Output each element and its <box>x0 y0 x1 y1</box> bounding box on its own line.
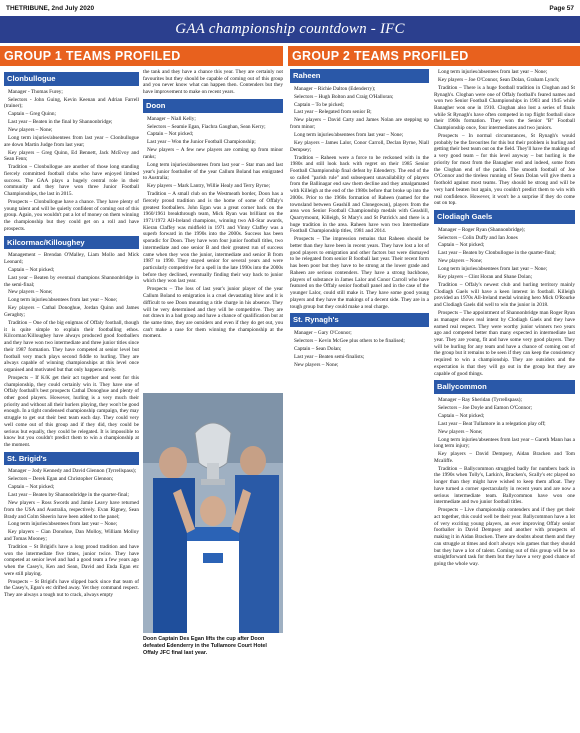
article-paragraph: Selectors – Joe Doyle and Eamon O'Connor; <box>438 404 532 411</box>
article-paragraph: Key players – Mark Lantry, Willie Healy and Terry Byrne; <box>147 183 271 190</box>
article-paragraph: Prospects – The loss of last year's junior player of the year Callum Boland to emigration is a cruel devastating blow and it is difficult to see Doon mounting a title charge in his absence. They will be very determined and they will be competitive. They are not drawn in a bad group and have a chance of qualification but at the same time, they are outsiders and even if they do get out, you can't make a case for them winning the championship at the moment. <box>143 286 283 340</box>
article-paragraph: Last year – Beaten semi-finalists; <box>294 353 365 360</box>
article-paragraph: Manager – Roger Ryan (Shannonbridge); <box>438 226 525 233</box>
article-paragraph: Manager – Ray Sheridan (Tyrrellspass); <box>438 396 522 403</box>
article-paragraph: New players – A few new players are coming up from minor ranks; <box>143 147 283 160</box>
article-paragraph: Captain – Greg Quinn; <box>8 111 56 118</box>
article-paragraph: Key players – Joe O'Connor, Sean Dolan, Graham Lynch; <box>438 76 560 83</box>
article-paragraph: Captain – To be picked; <box>294 101 344 108</box>
newspaper-dateline: THETRIBUNE, 2nd July 2020 <box>6 4 95 12</box>
club-heading: Raheen <box>290 69 429 83</box>
article-paragraph: Key players – Cian Donohue, Dan Molloy, William Molloy and Tomas Mooney; <box>4 529 139 543</box>
article-paragraph: New players – None; <box>438 428 483 435</box>
article-paragraph: Captain – Not picked; <box>8 266 55 273</box>
article-paragraph: Captain – Not picked; <box>438 242 485 249</box>
article-paragraph: Selectors – Derek Egan and Christopher Glennon; <box>8 476 114 483</box>
article-paragraph: Long term injuries/absentees from last year – None; <box>8 521 118 528</box>
article-paragraph: New players – None; <box>294 361 339 368</box>
article-paragraph: Captain – Not picked; <box>8 484 55 491</box>
article-paragraph: Manager – Richie Dalton (Edenderry); <box>294 85 376 92</box>
photo-block <box>143 393 283 657</box>
article-paragraph: Captain – Not picked; <box>438 412 485 419</box>
article-paragraph: Selectors – Kevin McGee plus others to be finalised; <box>294 337 405 344</box>
article-paragraph: Long term injuries/absentees from last year – None; <box>438 266 548 273</box>
group1-banner: GROUP 1 TEAMS PROFILED <box>0 46 283 66</box>
article-paragraph: Key players – James Lalor, Conor Carroll, Declan Byrne, Niall Dempsey; <box>290 139 429 153</box>
club-heading: St. Rynagh's <box>290 313 429 327</box>
page-number: Page 57 <box>549 4 574 12</box>
article-paragraph: Selectors - John Guing, Kevin Keenan and Adrian Farrell (trainer); <box>4 96 139 110</box>
article-paragraph: Manager – Niall Kelly; <box>147 115 196 122</box>
article-paragraph: Last year – Beaten by eventual champions Shannonbridge in the semi-final; <box>4 274 139 288</box>
article-paragraph: New players – None; <box>8 289 53 296</box>
article-paragraph: Prospects – St Brigid's have slipped back since that team of the Casey's, Egan's etc drifted away. Yet they command respect. They are always a tough nut to crack, always empty <box>4 578 139 599</box>
article-paragraph: Captain – Not picked; <box>147 131 194 138</box>
article-paragraph: Prospects – In normal circumstances, St Rynagh's would probably be the favourites for this but their problem is hurling and getting their best team out on the field. They'll have the makings of a very good team – for this level anyway – but hurling is the priority for most from the Banagher end and indeed, some from the Cloghan end of the parish. The smooth football of Joe O'Connor and the tireless running of Sean Dolan will give them a foothold against most teams. They should be strong and will be very hard beaten but again, you couldn't predict them to win with real confidence. However, it won't be a surprise if they do come out on top. <box>434 133 575 207</box>
article-column-2 <box>143 69 283 391</box>
article-paragraph: Prospects – The impression remains that Raheen should be better than they have been in recent years. They have lost a lot of good players to emigration and other factors but were dismayed to be relegated from senior B football last year. Their recent form has been poor but they have to be strong at the lower grade and Raheen are serious contenders. They have a strong backbone, players of substance in James Lalor and Conor Carroll who have featured on the Offaly senior football panel and in the case of the younger Lalor, could still make it. They have some good young players and they have the makings of a decent side. They are in a tough group but they could make a real charge. <box>290 236 429 310</box>
article-paragraph: Tradition – A small club on the Westmeath border, Doon has a fiercely proud tradition and is the home of some of Offaly's greatest footballers. John Egan was a great corner back on the 1960/1961 breakthrough team, Mick Ryan was brilliant on the 1971/1972 All-Ireland champions, winning two All-Star awards, Kieran Claffey was midfield in 1971 and Vinny Claffey was a superb forward in the 1990s into the 2000s. Success has been sporadic for Doon. They have won four junior football titles, two intermediate and one senior B and their greatest run of success came when they won the junior, intermediate and senior B from 1987 to 1990. They stayed senior for several years and were particularly competitive for a spell in the late 1990s into the 2000s before they declined, eventually finding their way back to junior which they won last year. <box>143 191 283 285</box>
article-paragraph: Tradition – Offaly's newest club and hurling territory mainly Clodiagh Gaels will have a keen interest in football. Killeigh provided an 1970s All-Ireland medal winning hero Mick O'Rourke and Clodiagh Gaels did well to win the junior in 2018. <box>434 282 575 309</box>
article-paragraph: Management – Brendan O'Malley, Liam Mollo and Mick Leonard; <box>4 252 139 266</box>
article-paragraph: Manager – Gary O'Connor; <box>294 329 352 336</box>
club-heading: Ballycommon <box>434 380 575 394</box>
article-paragraph: Tradition – St Brigid's have a long proud tradition and have won the intermediate five times, junior twice. They have competed at senior level and had a good team a few years ago when the Casey's, Ken and Sean, David and Enda Egan etc were still playing. <box>4 543 139 577</box>
article-paragraph: Last year – Beaten by Clonbullogue in the quarter-final; <box>438 250 556 257</box>
article-paragraph: Long term injuries/absentees from last year – None; <box>438 69 548 75</box>
article-paragraph: Manager - Thomas Furey; <box>8 88 63 95</box>
club-heading: Clonbullogue <box>4 72 139 86</box>
article-paragraph: Selectors – Hugh Bolton and Craig O'Halloran; <box>294 93 394 100</box>
article-paragraph: Last year – Relegated from senior B; <box>294 109 372 116</box>
article-column-3 <box>290 69 429 730</box>
section-title: GAA championship countdown - IFC <box>175 21 405 37</box>
club-heading: Clodiagh Gaels <box>434 210 575 224</box>
article-paragraph: Manager – Jody Kennedy and David Glennon (Tyrrellspass); <box>8 468 137 475</box>
article-paragraph: Tradition – Clonbullogue are another of those long standing fiercely committed football clubs who have enjoyed limited success. The GAA plays a hugely central role in their community and they have won three Junior Football Championships, the last in 2015. <box>4 164 139 198</box>
article-paragraph: Last year – Won the Junior Football Championship; <box>147 139 256 146</box>
article-paragraph: Selectors – Colin Duffy and Ian Jones <box>438 234 518 241</box>
club-heading: Doon <box>143 99 283 113</box>
team-trophy-photo <box>143 393 283 633</box>
article-paragraph: Captain – Sean Dolan; <box>294 345 342 352</box>
article-paragraph: Prospects – Live championship contenders and if they get their act together, this could well be their year. Ballycommon have a lot of very exciting young players, an ever improving Offaly senior footballer in David Dempsey and another with prospects of making it in Aidan Bracken. There are doubts about them and they can struggle at times and don't always win games that they should but they have a lot of talent. Coming out of this group will be no straightforward task for them but they have a very good chance of going the whole way. <box>434 507 575 567</box>
group2-banner: GROUP 2 TEAMS PROFILED <box>288 46 580 66</box>
club-heading: St. Brigid's <box>4 452 139 466</box>
article-paragraph: Long term injuries/absentees from last year – None; <box>8 297 118 304</box>
article-paragraph: Selectors – Seamie Egan, Fiachra Gaughan, Sean Kerry; <box>147 123 266 130</box>
article-paragraph: Long term injuries/absentees from last year – Gareth Mann has a long term injury; <box>434 436 575 450</box>
article-column-4 <box>434 69 575 730</box>
article-paragraph: Tradition – Ballycommon struggled badly for numbers back in the 1990s when Tolly's, Larkin's, Bracken's, Scally's etc played no longer than they might have wished to keep them afloat. They have turned a corner spectacularly in recent years and are now a serious intermediate team. Ballycommon have won one intermediate and two junior football titles. <box>434 465 575 506</box>
article-paragraph: Key players – David Dempsey, Aidan Bracken and Tom Mcaliffe. <box>434 451 575 464</box>
article-paragraph: Last year – Beaten in the final by Shannonbridge; <box>8 119 113 126</box>
article-paragraph: Last year – Beaten by Shannonbridge in the quarter-final; <box>8 492 129 499</box>
article-paragraph: Tradition – There is a huge football tradition in Cloghan and St Rynagh's. Cloghan were one of Offaly football's feared names and won two Senior Football Championships in 1903 and 1945 while Banagher won one in 1910. Cloghan also lost a series of finals while St Rynagh's have often competed in top flight football since their 1960s formation. They won the Senior "B" Football Championship once, four intermediates and two juniors. <box>434 84 575 132</box>
article-paragraph: Prospects – If K/K get their act together and went for this championship, they could certainly win it. They have one of Offaly football's best prospects Cathal Donoghue and plenty of other good players. However, hurling is a very much their priority and without all their hurlers playing, they won't be good enough. In a tight condensed championship campaign, they may struggle to get out their best team each day. They could very well come out of this group and if they did, they could be serious but equally, they could be relegated. It is impossible to know but you couldn't predict them to win a championship at the moment. <box>4 374 139 449</box>
article-paragraph: Long term injuries/absentees from last year – Star man and last year's junior footballer of the year Callum Boland has emigrated to Australia; <box>143 161 283 182</box>
article-column-1 <box>4 69 139 730</box>
article-paragraph: Key players – Clint Horan and Shane Dolan; <box>438 274 533 281</box>
article-paragraph: Long term injuries/absentees from last year – None; <box>294 131 404 138</box>
section-strip <box>0 16 580 43</box>
article-paragraph: Key players – Cathal Donoghue, Jordan Quinn and James Geraghty; <box>4 305 139 318</box>
article-paragraph: Tradition – One of the big enigmas of Offaly football, though it is quite simple to explain their footballing ethos. Kilcormac/Killoughey have always produced good footballers and they have won two intermediate and three junior titles since their 1987 formation. They have competed at senior level but football very much plays second fiddle to hurling. They are always capable of winning championships at this level once organised and motivated but that only happens rarely. <box>4 319 139 373</box>
article-paragraph: New players – David Carty and James Nolan are stepping up from minor; <box>290 117 429 131</box>
article-paragraph: Tradition – Raheen were a force to be reckoned with in the 1980s and still look back with regret on their 1985 Senior Football Championship final defeat by Edenderry. The end of the so called "parish rule" and subsequent unavailability of players from the Ballinagar end saw them decline and they amalgamated with Killeigh at the end of the 1980s before that broke up into the 2000s. Prior to the 1960s formation of Raheen (named for the townsland between Geashill and Clonegowan), players from the area won Senior Football Championship medals with Geashill, Quarrymount, Killeigh, St Mary's and St Patrick's and there is a huge tradition in the area. Raheen have won two Intermediate Football Championship titles, 1981 and 2014. <box>290 154 429 235</box>
page-header <box>0 0 580 16</box>
article-paragraph: the tank and they have a chance this year. They are certainly not favourites but they should be capable of coming out of this group and you never know what can happen then. Contenders but they have improvement to make on recent years. <box>143 69 283 96</box>
club-heading: Kilcormac/Killoughey <box>4 236 139 250</box>
photo-illustration <box>143 393 283 633</box>
article-paragraph: New players – Ross Swords and Jamie Leavy have returned from the USA and Australia, respectively. Evan Rigney, Sean Brady and Colm Sheerin have been added to the panel; <box>4 500 139 520</box>
article-paragraph: Key players – Greg Quinn, Ed Bennett, Jack McEvoy and Sean Fenn; <box>4 149 139 163</box>
article-paragraph: New players – None; <box>438 258 483 265</box>
article-paragraph: Prospects – Clonbullogue have a chance. They have plenty of young talent and will be quietly confident of coming out of this group. Again, you wouldn't put a lot of money on them winning the championship but they could get on a roll and have prospects. <box>4 199 139 232</box>
article-paragraph: Long term injuries/absentees from last year – Clonbullogue are down Martin Judge from last year; <box>4 134 139 148</box>
article-paragraph: Prospects – The appointment of Shannonbridge man Roger Ryan as manager shows real intent by Clodiagh Gaels and they have earned real respect. They were worthy junior winners two years ago and competed better than many expected in intermediate last year. They are young, fit and have some very good players. They will be hurling for any team and have a chance of coming out of the group but it remains to be seen if they can keep the consistency required to win a championship. They are outsiders and the expectation is that they will go out in the group but they are capable of good things. <box>434 310 575 377</box>
photo-caption: Doon Captain Des Egan lifts the cup after Doon defeated Edenderry in the Tullamore Court Hotel Offaly JFC final last year. <box>143 636 267 657</box>
article-paragraph: Last year – Beat Tullamore in a relegation play off; <box>438 420 546 427</box>
article-paragraph: New players – None; <box>8 127 53 134</box>
